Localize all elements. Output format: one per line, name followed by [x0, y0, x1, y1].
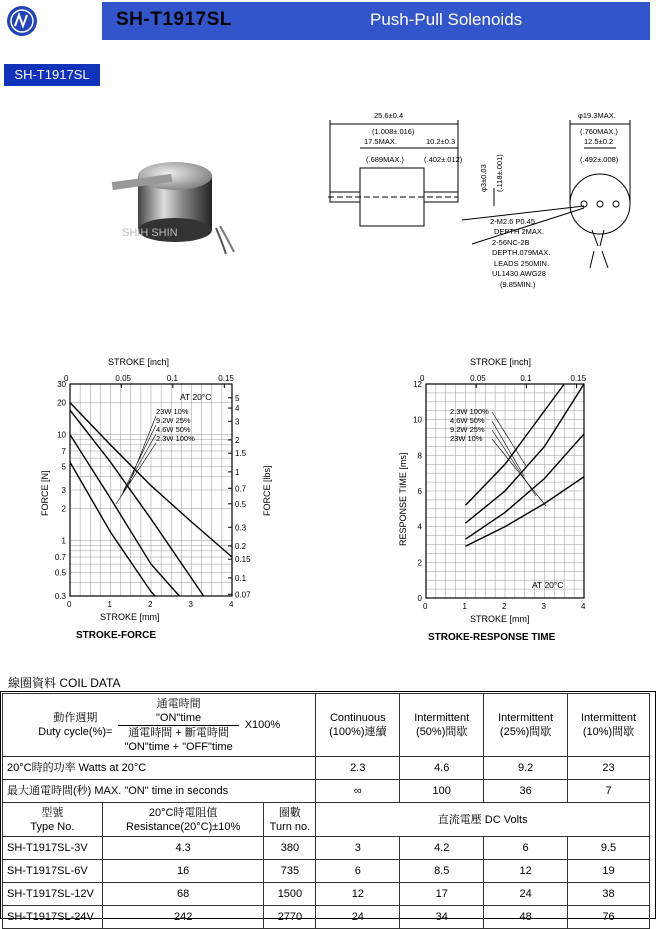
- ontime-row: [3, 780, 650, 803]
- duty-col-10: Intermittent (10%)間歇: [568, 694, 650, 757]
- x-tick-label: 2: [148, 600, 153, 609]
- table-header-row: [3, 803, 650, 837]
- power-label: 20°C時的功率 Watts at 20°C: [3, 757, 316, 780]
- voltage-cell: 8.5: [400, 860, 484, 883]
- note-leads: LEADS 250MIN.: [494, 259, 550, 268]
- type-cell: SH-T1917SL-6V: [3, 860, 103, 883]
- duty-label: 動作週期: [53, 712, 98, 724]
- y-tick-label: 20: [57, 398, 66, 408]
- y-tick-label: 3: [61, 486, 66, 495]
- voltage-cell: 12: [316, 883, 400, 906]
- x2-tick-label: 0.05: [470, 374, 486, 383]
- x100-label: X100%: [244, 719, 281, 731]
- x-tick-label: 0: [423, 602, 428, 611]
- x-tick-label: 4: [229, 600, 234, 609]
- note-depth: DEPTH 2MAX.: [494, 227, 545, 236]
- x2-tick-label: 0.15: [218, 374, 234, 383]
- voltage-cell: 12: [484, 860, 568, 883]
- company-logo-icon: [2, 2, 100, 40]
- stroke-response-chart: [396, 356, 596, 648]
- x-tick-label: 1: [462, 602, 467, 611]
- legend-entry: 2.3W 100%: [156, 434, 195, 443]
- duty-col-25: Intermittent (25%)間歇: [484, 694, 568, 757]
- y-tick-label: 0.5: [54, 568, 66, 578]
- legend-leader: [116, 416, 156, 504]
- dim-body: 17.5MAX.: [364, 137, 397, 146]
- chart-annotation: AT 20°C: [532, 580, 564, 590]
- turns-header: 圈數 Turn no.: [264, 803, 316, 837]
- y2-tick-label: 5: [235, 393, 240, 403]
- dim-shaft-inch: (.402±.012): [424, 155, 463, 164]
- series-line: [70, 462, 155, 596]
- y2-tick-label: 0.07: [235, 590, 251, 600]
- dim-pitch: 12.5±0.2: [584, 137, 614, 146]
- header-bar: [102, 2, 650, 40]
- voltage-cell: 9.5: [568, 837, 650, 860]
- voltage-cell: 24: [484, 883, 568, 906]
- y-tick-label: 2: [417, 558, 422, 568]
- dim-diameter: φ19.3MAX.: [578, 111, 616, 120]
- x2-tick-label: 0.1: [520, 374, 532, 383]
- x2-tick-label: 0: [64, 374, 69, 383]
- table-row: [3, 906, 650, 929]
- note-leads-inch: (9.85MIN.): [500, 280, 536, 289]
- note-depth-inch: DEPTH.079MAX.: [492, 248, 551, 257]
- x2-tick-label: 0: [420, 374, 425, 383]
- ontime-value: 36: [484, 780, 568, 803]
- y-tick-label: 0: [417, 594, 422, 603]
- y-tick-label: 8: [417, 451, 422, 461]
- duty-col-50: Intermittent (50%)間歇: [400, 694, 484, 757]
- turns-cell: 1500: [264, 883, 316, 906]
- y2-tick-label: 1.5: [235, 449, 247, 459]
- type-cell: SH-T1917SL-24V: [3, 906, 103, 929]
- x2-axis-label: STROKE [inch]: [470, 357, 532, 367]
- x2-tick-label: 0.15: [570, 374, 587, 383]
- y-tick-label: 1: [61, 536, 66, 546]
- legend-entry: 4.6W 50%: [450, 416, 485, 425]
- product-category: Push-Pull Solenoids: [370, 10, 523, 29]
- voltage-cell: 38: [568, 883, 650, 906]
- y2-tick-label: 2: [235, 435, 240, 445]
- photo-watermark: SHIH SHIN: [122, 227, 178, 239]
- resistance-header: 20°C時電阻值 Resistance(20°C)±10%: [102, 803, 264, 837]
- type-cell: SH-T1917SL-12V: [3, 883, 103, 906]
- stroke-force-chart: [38, 356, 278, 648]
- duty-cycle-row: [3, 694, 650, 757]
- y-tick-label: 4: [417, 522, 422, 532]
- y2-tick-label: 0.3: [235, 523, 247, 533]
- turns-cell: 380: [264, 837, 316, 860]
- page-title: SH-T1917SL: [116, 9, 232, 30]
- power-value: 2.3: [316, 757, 400, 780]
- power-row: [3, 757, 650, 780]
- voltage-cell: 4.2: [400, 837, 484, 860]
- frac-bot-zh: 通電時間 + 斷電時間: [128, 726, 229, 739]
- x-tick-label: 1: [107, 600, 112, 609]
- legend-entry: 9.2W 25%: [450, 425, 485, 434]
- dimension-drawing: [322, 106, 648, 292]
- y-tick-label: 0.3: [54, 592, 66, 601]
- y2-tick-label: 0.5: [235, 499, 247, 509]
- duty-eq: Duty cycle(%)=: [38, 726, 113, 738]
- y-tick-label: 0.7: [54, 552, 66, 562]
- chart-title: STROKE-RESPONSE TIME: [428, 632, 556, 643]
- x-tick-label: 0: [67, 600, 72, 609]
- voltage-cell: 3: [316, 837, 400, 860]
- turns-cell: 2770: [264, 906, 316, 929]
- voltage-cell: 6: [484, 837, 568, 860]
- product-photo: [108, 148, 238, 258]
- x-tick-label: 3: [541, 602, 546, 611]
- y-tick-label: 6: [417, 487, 422, 496]
- ontime-label: 最大通電時間(秒) MAX. "ON" time in seconds: [3, 780, 316, 803]
- power-value: 9.2: [484, 757, 568, 780]
- ontime-value: ∞: [316, 780, 400, 803]
- dim-length: 25.6±0.4: [374, 111, 404, 120]
- dim-length-inch: (1.008±.016): [372, 127, 415, 136]
- y-tick-label: 12: [413, 380, 422, 389]
- company-logo: [2, 2, 100, 40]
- y2-axis-label: FORCE [lbs]: [262, 465, 272, 516]
- voltage-cell: 17: [400, 883, 484, 906]
- ontime-value: 7: [568, 780, 650, 803]
- dim-diameter-inch: (.760MAX.): [580, 127, 618, 136]
- coil-data-table: [2, 693, 650, 929]
- resistance-cell: 68: [102, 883, 264, 906]
- voltage-cell: 6: [316, 860, 400, 883]
- voltage-cell: 48: [484, 906, 568, 929]
- note-thread-inch: 2-56NC-2B: [492, 238, 530, 247]
- legend-leader: [492, 412, 546, 506]
- legend-entry: 23W 10%: [156, 407, 189, 416]
- resistance-cell: 242: [102, 906, 264, 929]
- type-header: 型號 Type No.: [3, 803, 103, 837]
- resistance-cell: 4.3: [102, 837, 264, 860]
- legend-entry: 2.3W 100%: [450, 407, 489, 416]
- dc-volts-header: 直流電壓 DC Volts: [316, 803, 650, 837]
- dim-body-inch: (.689MAX.): [366, 155, 404, 164]
- voltage-cell: 24: [316, 906, 400, 929]
- power-value: 23: [568, 757, 650, 780]
- y-tick-label: 7: [61, 446, 66, 456]
- y-tick-label: 30: [57, 380, 66, 389]
- x-tick-label: 3: [188, 600, 193, 609]
- y2-tick-label: 3: [235, 417, 240, 427]
- duty-col-100: Continuous (100%)連續: [316, 694, 400, 757]
- turns-cell: 735: [264, 860, 316, 883]
- y2-tick-label: 0.7: [235, 484, 247, 494]
- table-row: [3, 837, 650, 860]
- voltage-cell: 76: [568, 906, 650, 929]
- y2-tick-label: 4: [235, 404, 240, 414]
- x-tick-label: 2: [502, 602, 507, 611]
- y-axis-label: FORCE [N]: [40, 470, 50, 516]
- legend-entry: 9.2W 25%: [156, 416, 191, 425]
- x-axis-label: STROKE [mm]: [470, 614, 530, 624]
- note-wire: UL1430 AWG28: [492, 269, 546, 278]
- model-tag: SH-T1917SL: [4, 64, 100, 86]
- y2-tick-label: 0.1: [235, 573, 247, 583]
- frac-top-en: "ON"time: [156, 711, 202, 724]
- note-thread: 2-M2.6 P0.45: [490, 217, 536, 226]
- x2-tick-label: 0.1: [166, 374, 178, 383]
- voltage-cell: 34: [400, 906, 484, 929]
- dim-shaft-dia: φ3±0.03: [479, 164, 488, 192]
- ontime-value: 100: [400, 780, 484, 803]
- x-tick-label: 4: [581, 602, 586, 611]
- power-value: 4.6: [400, 757, 484, 780]
- x2-axis-label: STROKE [inch]: [108, 357, 170, 367]
- x2-tick-label: 0.05: [115, 374, 132, 383]
- duty-fraction: [118, 697, 238, 754]
- coil-data-title: 線圈資料 COIL DATA: [8, 676, 121, 690]
- y2-tick-label: 1: [235, 467, 240, 477]
- table-row: [3, 860, 650, 883]
- legend-entry: 23W 10%: [450, 434, 483, 443]
- chart-title: STROKE-FORCE: [76, 630, 156, 641]
- type-cell: SH-T1917SL-3V: [3, 837, 103, 860]
- duty-cycle-formula: [3, 694, 316, 757]
- dim-shaft-dia-inch: (.118±.001): [495, 154, 504, 192]
- resistance-cell: 16: [102, 860, 264, 883]
- frac-bot-en: "ON"time + "OFF"time: [124, 740, 233, 753]
- y-tick-label: 10: [413, 415, 422, 425]
- y2-tick-label: 0.2: [235, 541, 247, 551]
- dim-pitch-inch: (.492±.008): [580, 155, 619, 164]
- frac-top-zh: 通電時間: [156, 697, 201, 710]
- x-axis-label: STROKE [mm]: [100, 612, 160, 622]
- legend-entry: 4.6W 50%: [156, 425, 191, 434]
- y-tick-label: 10: [57, 430, 66, 440]
- y-tick-label: 2: [61, 504, 66, 514]
- dim-shaft: 10.2±0.3: [426, 137, 456, 146]
- chart-annotation: AT 20°C: [180, 392, 212, 402]
- voltage-cell: 19: [568, 860, 650, 883]
- y2-tick-label: 0.15: [235, 555, 251, 565]
- table-row: [3, 883, 650, 906]
- y-axis-label: RESPONSE TIME [ms]: [398, 452, 408, 546]
- y-tick-label: 5: [61, 462, 66, 472]
